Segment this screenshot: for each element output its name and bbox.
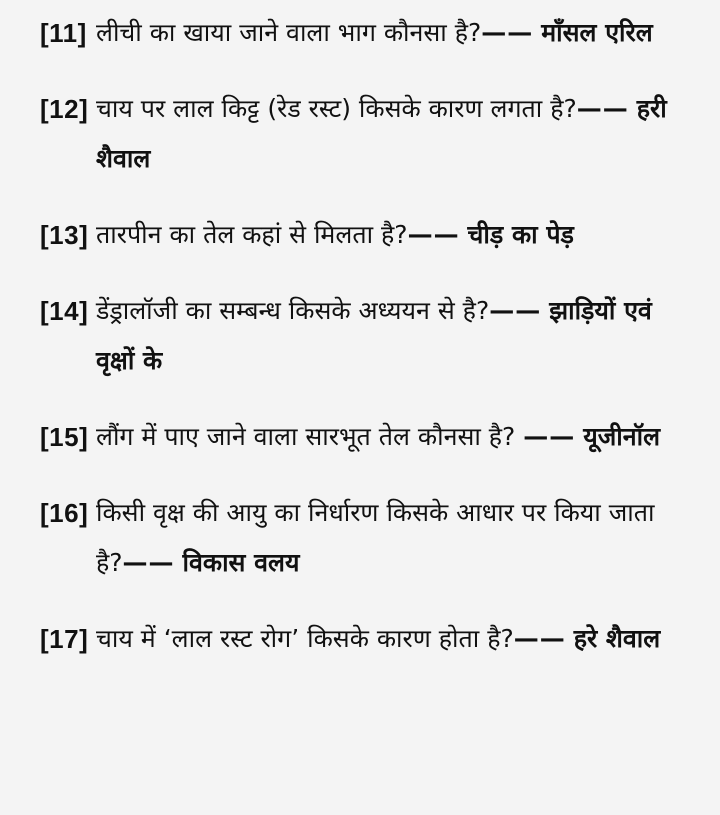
answer-text: हरी शैवाल: [96, 94, 667, 173]
question-text: लीची का खाया जाने वाला भाग कौनसा है?: [96, 18, 482, 47]
question-text: डेंड्रालॉजी का सम्बन्ध किसके अध्ययन से है?: [96, 296, 490, 325]
question-number: [13]: [40, 220, 89, 250]
qa-item-14: [40, 286, 672, 386]
question-body: [96, 488, 672, 588]
answer-text: माँसल एरिल: [541, 18, 653, 47]
answer-separator: ——: [481, 18, 534, 47]
answer-text: झाड़ियों एवं वृक्षों के: [96, 296, 652, 375]
answer-text: हरे शैवाल: [573, 624, 661, 653]
question-text: लौंग में पाए जाने वाला सारभूत तेल कौनसा है?: [96, 422, 516, 451]
qa-item-16: [40, 488, 672, 588]
question-number: [15]: [40, 422, 89, 452]
qa-item-13: [40, 210, 672, 260]
answer-text: चीड़ का पेड़: [467, 220, 574, 249]
answer-separator: ——: [489, 296, 542, 325]
answer-separator: ——: [513, 624, 566, 653]
answer-separator: ——: [523, 422, 576, 451]
qa-item-11: [40, 8, 672, 58]
qa-item-12: [40, 84, 672, 184]
answer-text: यूजीनॉल: [583, 422, 661, 451]
question-text: चाय में ‘लाल रस्ट रोग’ किसके कारण होता है?: [96, 624, 514, 653]
answer-text: विकास वलय: [182, 548, 300, 577]
question-number: [12]: [40, 94, 89, 124]
question-body: [96, 8, 672, 58]
answer-separator: ——: [407, 220, 460, 249]
question-body: [96, 210, 672, 260]
question-text: तारपीन का तेल कहां से मिलता है?: [96, 220, 408, 249]
question-number: [11]: [40, 18, 87, 48]
answer-separator: ——: [122, 548, 175, 577]
qa-item-17: [40, 614, 672, 664]
question-text: चाय पर लाल किट्ट (रेड रस्ट) किसके कारण लगता है?: [96, 94, 577, 123]
question-body: [96, 412, 672, 462]
question-text: किसी वृक्ष की आयु का निर्धारण किसके आधार पर किया जाता है?: [96, 498, 655, 577]
question-body: [96, 286, 672, 386]
answer-separator: ——: [576, 94, 629, 123]
question-number: [16]: [40, 498, 89, 528]
question-number: [14]: [40, 296, 89, 326]
question-body: [96, 84, 672, 184]
qa-item-15: [40, 412, 672, 462]
question-number: [17]: [40, 624, 89, 654]
question-body: [96, 614, 672, 664]
